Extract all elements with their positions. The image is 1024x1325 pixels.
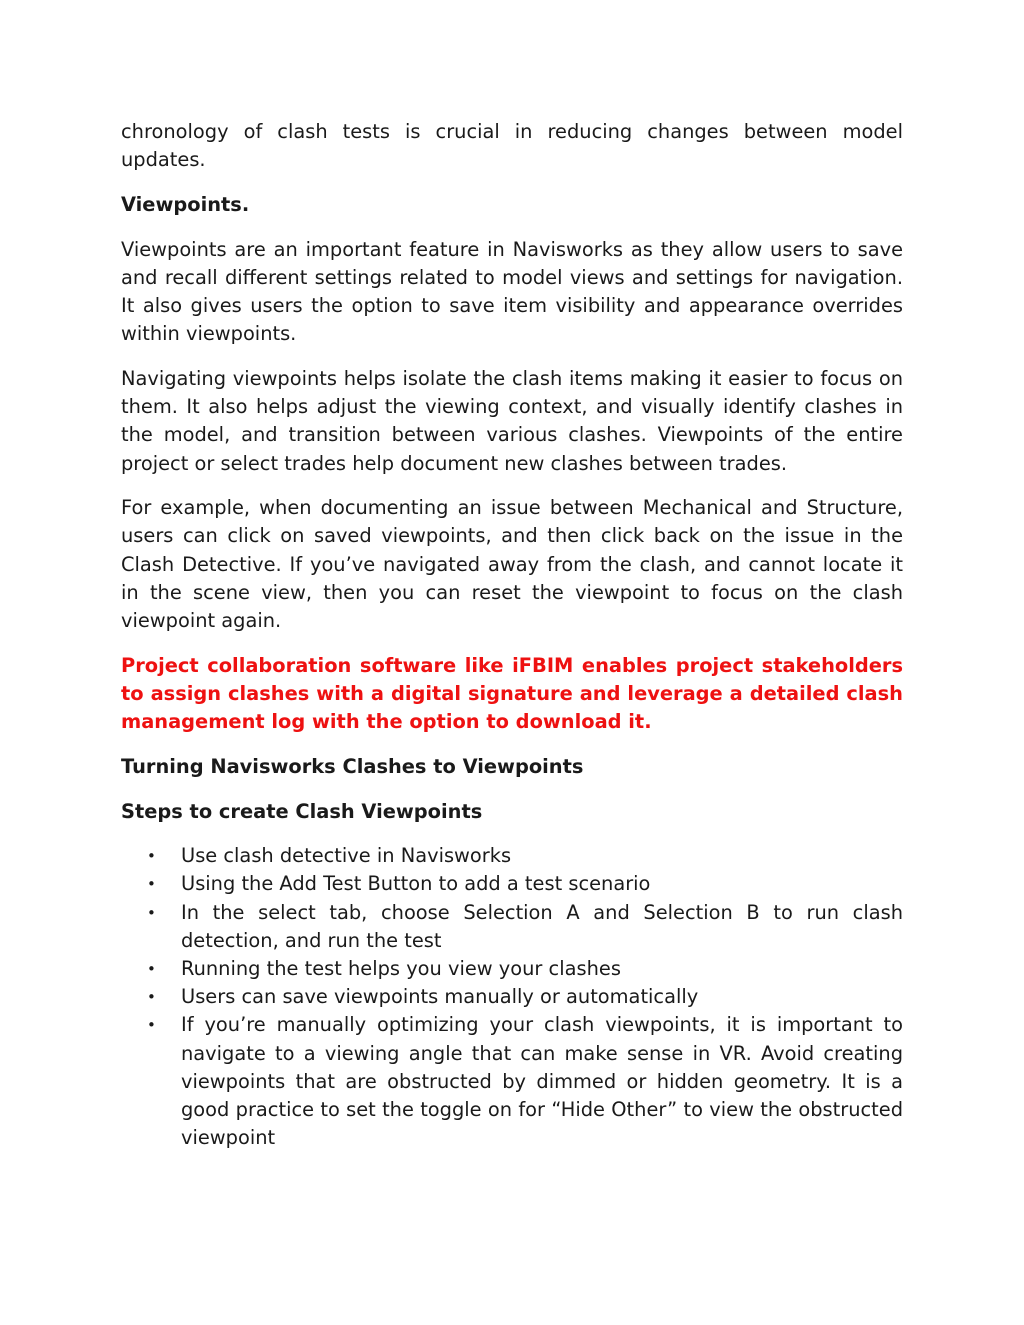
list-item-text: Using the Add Test Button to add a test scenario (181, 872, 651, 896)
viewpoints-paragraph-1: Viewpoints are an important feature in Navisworks as they allow users to save and recall different settings related to model views and settings for navigation. It also gives users the option to save item visibility and appearance overrides within viewpoints. (121, 237, 903, 346)
list-item-text: Running the test helps you view your clashes (181, 957, 621, 981)
list-item (121, 842, 903, 870)
viewpoints-paragraph-2: Navigating viewpoints helps isolate the clash items making it easier to focus on them. It also helps adjust the viewing context, and visually identify clashes in the model, and transition between various clashes. Viewpoints of the entire project or select trades help document new clashes between trades. (121, 366, 903, 475)
turning-clashes-heading: Turning Navisworks Clashes to Viewpoints (121, 754, 584, 778)
bullet-icon: • (147, 875, 156, 894)
bullet-icon: • (147, 988, 156, 1007)
list-item (121, 870, 903, 898)
list-item (121, 1011, 903, 1152)
bullet-icon: • (147, 903, 156, 922)
list-item (121, 899, 903, 955)
list-item (121, 955, 903, 983)
list-item-text: If you’re manually optimizing your clash viewpoints, it is important to navigate to a viewing angle that can make sense in VR. Avoid creating viewpoints that are obstructed by dimmed or hidden geometry. It is a good practice to set the toggle on for “Hide Other” to view the obstructed viewpoint (181, 1013, 903, 1150)
bullet-icon: • (147, 1016, 156, 1035)
bullet-icon: • (147, 847, 156, 866)
bullet-icon: • (147, 960, 156, 979)
document-page (121, 118, 903, 1153)
steps-heading: Steps to create Clash Viewpoints (121, 799, 483, 823)
steps-list (121, 842, 903, 1152)
promo-paragraph: Project collaboration software like iFBIM enables project stakeholders to assign clashes with a digital signature and leverage a detailed clash management log with the option to download it. (121, 653, 903, 734)
list-item-text: Users can save viewpoints manually or automatically (181, 985, 699, 1009)
intro-continuation: chronology of clash tests is crucial in reducing changes between model updates. (121, 120, 903, 172)
list-item-text: Use clash detective in Navisworks (181, 844, 512, 868)
list-item (121, 983, 903, 1011)
list-item-text: In the select tab, choose Selection A and Selection B to run clash detection, and run the test (181, 900, 903, 952)
viewpoints-heading: Viewpoints. (121, 192, 250, 216)
viewpoints-paragraph-3: For example, when documenting an issue between Mechanical and Structure, users can click on saved viewpoints, and then click back on the issue in the Clash Detective. If you’ve navigated away from the clash, and cannot locate it in the scene view, then you can reset the viewpoint to focus on the clash viewpoint again. (121, 496, 903, 633)
